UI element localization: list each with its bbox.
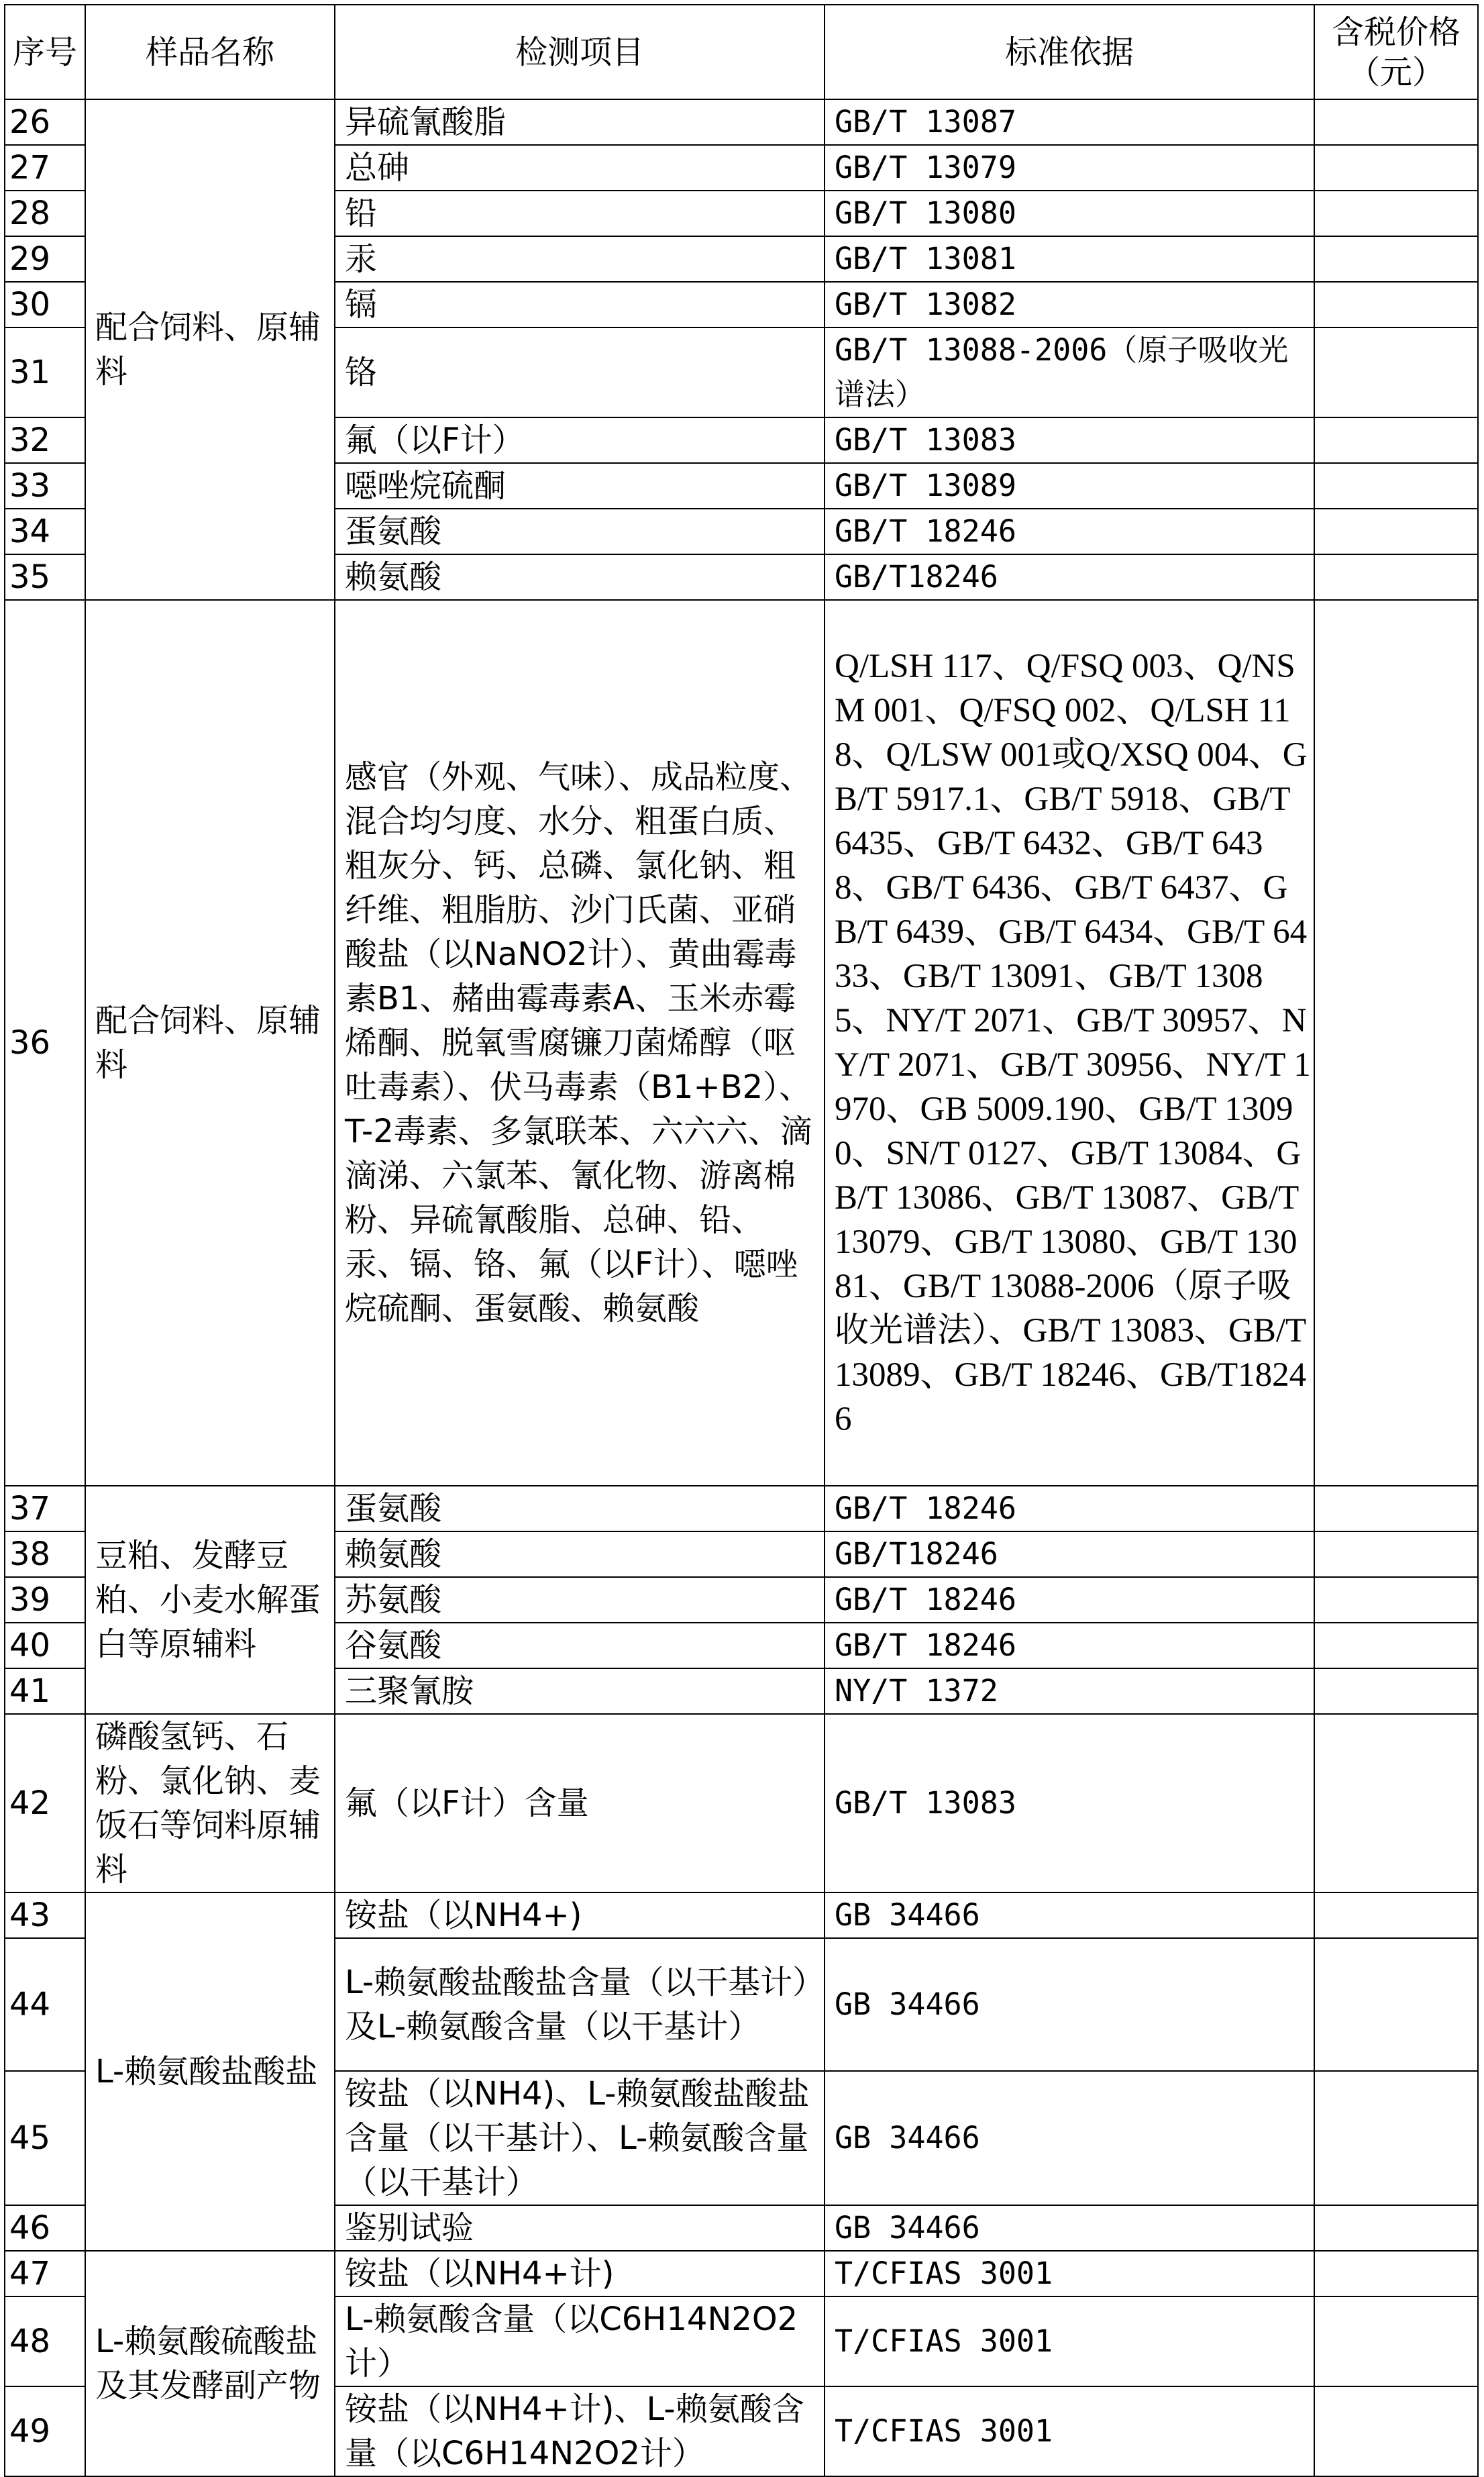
row-seq: 30 xyxy=(5,282,85,327)
row-test-item: 铵盐（以NH4+) xyxy=(335,1892,825,1938)
row-sample-name: 豆粕、发酵豆粕、小麦水解蛋白等原辅料 xyxy=(85,1486,335,1714)
row-test-item: L-赖氨酸盐酸盐含量（以干基计）及L-赖氨酸含量（以干基计） xyxy=(335,1938,825,2071)
row-price xyxy=(1314,236,1478,282)
row-seq: 39 xyxy=(5,1577,85,1623)
header-price: 含税价格（元） xyxy=(1314,5,1478,99)
row-price xyxy=(1314,1668,1478,1714)
fee-schedule-table xyxy=(4,4,1479,2477)
header-seq: 序号 xyxy=(5,5,85,99)
row-price xyxy=(1314,509,1478,554)
row-sample-name: 配合饲料、原辅料 xyxy=(85,600,335,1486)
row-seq: 34 xyxy=(5,509,85,554)
row-test-item: 总砷 xyxy=(335,145,825,191)
row-sample-name: 配合饲料、原辅料 xyxy=(85,99,335,600)
row-seq: 45 xyxy=(5,2071,85,2205)
row-seq: 48 xyxy=(5,2296,85,2386)
row-test-item: 汞 xyxy=(335,236,825,282)
row-seq: 38 xyxy=(5,1531,85,1577)
row-standard: GB/T 13087 xyxy=(825,99,1314,145)
row-standard: GB/T18246 xyxy=(825,1531,1314,1577)
row-standard: GB/T 13080 xyxy=(825,191,1314,236)
row-price xyxy=(1314,99,1478,145)
row-price xyxy=(1314,2205,1478,2251)
row-standard: GB/T 13082 xyxy=(825,282,1314,327)
row-price xyxy=(1314,1486,1478,1531)
row-standard: T/CFIAS 3001 xyxy=(825,2386,1314,2476)
row-seq: 27 xyxy=(5,145,85,191)
row-test-item: 氟（以F计）含量 xyxy=(335,1714,825,1892)
row-test-item: 赖氨酸 xyxy=(335,1531,825,1577)
row-test-item: L-赖氨酸含量（以C6H14N2O2计） xyxy=(335,2296,825,2386)
row-standard: GB/T 18246 xyxy=(825,1577,1314,1623)
row-test-item: 铵盐（以NH4+计) xyxy=(335,2251,825,2296)
row-test-item: 铵盐（以NH4)、L-赖氨酸盐酸盐含量（以干基计）、L-赖氨酸含量（以干基计） xyxy=(335,2071,825,2205)
row-price xyxy=(1314,1623,1478,1668)
table-row xyxy=(5,1892,1478,1938)
row-price xyxy=(1314,1531,1478,1577)
header-row xyxy=(5,5,1478,99)
row-standard: Q/LSH 117、Q/FSQ 003、Q/NSM 001、Q/FSQ 002、Q/LSH 118、Q/LSW 001或Q/XSQ 004、GB/T 5917.1、GB/T 5918、GB/T 6435、GB/T 6432、GB/T 6438、GB/T 6436、GB/T 6437、GB/T 6439、GB/T 6434、GB/T 6433、GB/T 13091、GB/T 13085、NY/T 2071、GB/T 30957、NY/T 2071、GB/T 30956、NY/T 1970、GB 5009.190、GB/T 13090、SN/T 0127、GB/T 13084、GB/T 13086、GB/T 13087、GB/T 13079、GB/T 13080、GB/T 13081、GB/T 13088-2006（原子吸收光谱法）、GB/T 13083、GB/T 13089、GB/T 18246、GB/T18246 xyxy=(825,600,1314,1486)
row-test-item: 铬 xyxy=(335,327,825,417)
row-price xyxy=(1314,2071,1478,2205)
row-seq: 32 xyxy=(5,417,85,463)
row-price xyxy=(1314,191,1478,236)
row-seq: 33 xyxy=(5,463,85,509)
row-price xyxy=(1314,282,1478,327)
row-price xyxy=(1314,2296,1478,2386)
row-seq: 40 xyxy=(5,1623,85,1668)
row-standard: GB/T 18246 xyxy=(825,1623,1314,1668)
row-price xyxy=(1314,600,1478,1486)
row-seq: 43 xyxy=(5,1892,85,1938)
row-price xyxy=(1314,327,1478,417)
table-row xyxy=(5,1714,1478,1892)
row-standard: GB/T 18246 xyxy=(825,1486,1314,1531)
row-seq: 36 xyxy=(5,600,85,1486)
row-standard: NY/T 1372 xyxy=(825,1668,1314,1714)
row-seq: 46 xyxy=(5,2205,85,2251)
row-seq: 41 xyxy=(5,1668,85,1714)
row-price xyxy=(1314,1892,1478,1938)
row-standard: GB/T 13079 xyxy=(825,145,1314,191)
row-price xyxy=(1314,2251,1478,2296)
row-test-item: 氟（以F计） xyxy=(335,417,825,463)
row-test-item: 三聚氰胺 xyxy=(335,1668,825,1714)
row-standard: GB/T 13083 xyxy=(825,417,1314,463)
row-test-item: 鉴别试验 xyxy=(335,2205,825,2251)
row-test-item: 噁唑烷硫酮 xyxy=(335,463,825,509)
row-standard: GB/T 13081 xyxy=(825,236,1314,282)
row-test-item: 蛋氨酸 xyxy=(335,1486,825,1531)
row-standard: GB/T 13088-2006（原子吸收光谱法） xyxy=(825,327,1314,417)
row-test-item: 铅 xyxy=(335,191,825,236)
row-test-item: 谷氨酸 xyxy=(335,1623,825,1668)
row-seq: 42 xyxy=(5,1714,85,1892)
row-seq: 44 xyxy=(5,1938,85,2071)
header-test-item: 检测项目 xyxy=(335,5,825,99)
table-row xyxy=(5,99,1478,145)
row-seq: 49 xyxy=(5,2386,85,2476)
row-test-item: 苏氨酸 xyxy=(335,1577,825,1623)
row-test-item: 蛋氨酸 xyxy=(335,509,825,554)
row-standard: GB/T 13089 xyxy=(825,463,1314,509)
row-price xyxy=(1314,463,1478,509)
row-price xyxy=(1314,1938,1478,2071)
table-row xyxy=(5,600,1478,1486)
row-seq: 26 xyxy=(5,99,85,145)
row-price xyxy=(1314,145,1478,191)
row-sample-name: L-赖氨酸硫酸盐及其发酵副产物 xyxy=(85,2251,335,2476)
row-standard: GB 34466 xyxy=(825,2071,1314,2205)
row-price xyxy=(1314,1577,1478,1623)
row-test-item: 赖氨酸 xyxy=(335,554,825,600)
row-test-item: 铵盐（以NH4+计)、L-赖氨酸含量（以C6H14N2O2计） xyxy=(335,2386,825,2476)
row-standard: T/CFIAS 3001 xyxy=(825,2251,1314,2296)
row-price xyxy=(1314,1714,1478,1892)
row-price xyxy=(1314,417,1478,463)
row-seq: 35 xyxy=(5,554,85,600)
row-standard: GB/T18246 xyxy=(825,554,1314,600)
table-row xyxy=(5,1486,1478,1531)
row-seq: 31 xyxy=(5,327,85,417)
row-standard: GB 34466 xyxy=(825,2205,1314,2251)
row-seq: 28 xyxy=(5,191,85,236)
row-test-item: 镉 xyxy=(335,282,825,327)
row-seq: 37 xyxy=(5,1486,85,1531)
row-price xyxy=(1314,2386,1478,2476)
row-test-item: 异硫氰酸脂 xyxy=(335,99,825,145)
header-sample-name: 样品名称 xyxy=(85,5,335,99)
row-standard: GB/T 13083 xyxy=(825,1714,1314,1892)
row-standard: GB/T 18246 xyxy=(825,509,1314,554)
row-sample-name: 磷酸氢钙、石粉、氯化钠、麦饭石等饲料原辅料 xyxy=(85,1714,335,1892)
row-seq: 29 xyxy=(5,236,85,282)
row-seq: 47 xyxy=(5,2251,85,2296)
row-sample-name: L-赖氨酸盐酸盐 xyxy=(85,1892,335,2251)
header-standard-basis: 标准依据 xyxy=(825,5,1314,99)
row-test-item: 感官（外观、气味）、成品粒度、混合均匀度、水分、粗蛋白质、粗灰分、钙、总磷、氯化钠、粗纤维、粗脂肪、沙门氏菌、亚硝酸盐（以NaNO2计）、黄曲霉毒素B1、赭曲霉毒素A、玉米赤霉烯酮、脱氧雪腐镰刀菌烯醇（呕吐毒素）、伏马毒素（B1+B2）、T-2毒素、多氯联苯、六六六、滴滴涕、六氯苯、氰化物、游离棉粉、异硫氰酸脂、总砷、铅、汞、镉、铬、氟（以F计）、噁唑烷硫酮、蛋氨酸、赖氨酸 xyxy=(335,600,825,1486)
row-price xyxy=(1314,554,1478,600)
row-standard: GB 34466 xyxy=(825,1892,1314,1938)
table-row xyxy=(5,2251,1478,2296)
row-standard: T/CFIAS 3001 xyxy=(825,2296,1314,2386)
row-standard: GB 34466 xyxy=(825,1938,1314,2071)
